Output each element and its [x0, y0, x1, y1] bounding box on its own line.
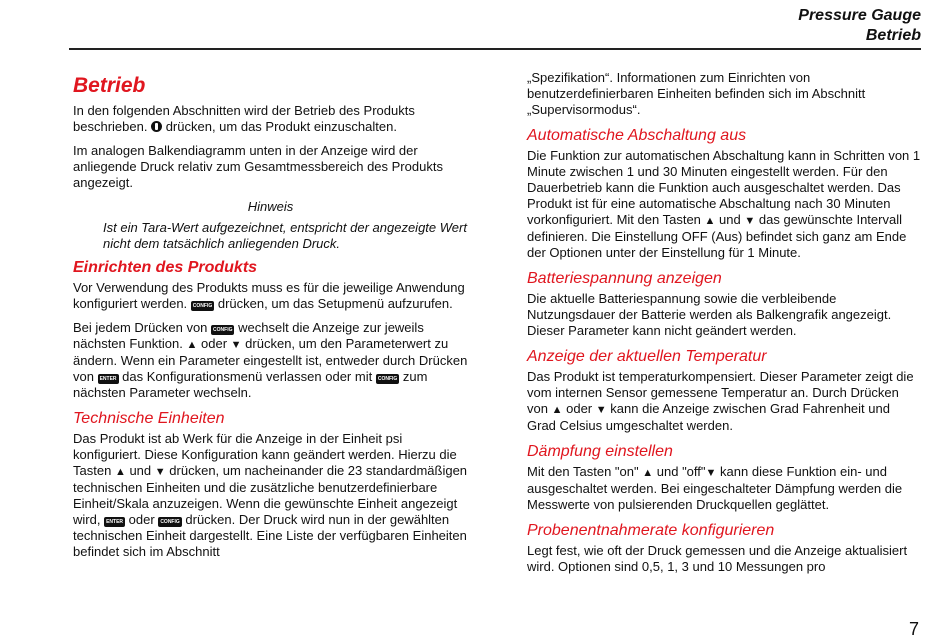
text: und "off" [656, 464, 706, 479]
intro-text: In den folgenden Abschnitten wird der Betrieb des Produkts beschrieben. [73, 103, 415, 134]
text: drücken, um nacheinander die 23 standardmäßigen technischen Einheiten und die zusätzliche benutzerdefinierbare Einheit/Skala anzuzeigen. Wenn die gewünschte Einheit angezeigt wird, [73, 463, 468, 527]
note-heading: Hinweis [247, 199, 294, 214]
section-title-battery: Batteriespannung anzeigen [527, 270, 722, 287]
left-column [73, 70, 468, 568]
units-continued-paragraph: „Spezifikation“. Informationen zum Einrichten von benutzerdefinierbaren Einheiten befinden sich im Abschnitt „Supervisormodus“. [527, 70, 866, 117]
text: Das Produkt ist ab Werk für die Anzeige in der Einheit psi konfiguriert. Diese Konfiguration kann geändert werden. Hierzu die Tasten [73, 431, 457, 478]
text: Mit den Tasten "on" [527, 464, 639, 479]
down-arrow-icon: ▼ [744, 215, 756, 227]
note-body: Ist ein Tara-Wert aufgezeichnet, entspricht der angezeigte Wert nicht dem tatsächlich anliegenden Druck. [103, 220, 467, 251]
text: drücken, um den Parameterwert zu ändern. Wenn ein Parameter eingestellt ist, entweder durch Drücken von [73, 336, 468, 384]
text: Bei jedem Drücken von [73, 320, 208, 335]
battery-paragraph: Die aktuelle Batteriespannung sowie die verbleibende Nutzungsdauer der Batterie werden als Balkengrafik angezeigt. Dieser Parameter kann nicht geändert werden. [527, 291, 892, 338]
text: Die Funktion zur automatischen Abschaltung kann in Schritten von 1 Minute zwischen 1 und 30 Minuten eingestellt werden. Für den Dauerbetrieb kann die Funktion auch ausgeschaltet werden. Das Produkt ist für eine automatische Abschaltung nach 30 Minuten vorkonfiguriert. Mit den Tasten [527, 148, 921, 227]
text: drücken. Der Druck wird nun in der gewählten technischen Einheit dargestellt. Eine Liste der verfügbaren Einheiten befindet sich im Abschnitt [73, 512, 467, 559]
setup-paragraph-2 [73, 320, 468, 401]
down-arrow-icon: ▼ [230, 339, 242, 351]
text: kann diese Funktion ein- und ausgeschaltet werden. Bei eingeschalteter Dämpfung werden die Messwerte von pulsierenden Druckquellen geglättet. [527, 464, 903, 512]
up-arrow-icon: ▲ [551, 404, 563, 416]
intro-text-2: drücken, um das Produkt einzuschalten. [165, 119, 397, 134]
auto-off-paragraph [527, 148, 922, 261]
up-arrow-icon: ▲ [114, 466, 126, 478]
temperature-paragraph [527, 369, 922, 434]
down-arrow-icon: ▼ [154, 466, 166, 478]
text: drücken, um das Setupmenü aufzurufen. [217, 296, 453, 311]
text: und [719, 212, 741, 227]
bargraph-paragraph: Im analogen Balkendiagramm unten in der Anzeige wird der anliegende Druck relativ zum Gesamtmessbereich des Produkts angezeigt. [73, 143, 443, 190]
intro-paragraph [73, 103, 468, 135]
text: das Konfigurationsmenü verlassen oder mit [122, 369, 373, 384]
up-arrow-icon: ▲ [642, 467, 654, 479]
text: das gewünschte Intervall definieren. Die Einstellung OFF (Aus) befindet sich ganz am Ende der Optionen unter der Einstellung für 1 Minute. [527, 212, 907, 260]
header-title: Pressure Gauge [798, 7, 921, 24]
page-title: Betrieb [73, 74, 146, 97]
enter-key-icon: ENTER [99, 376, 117, 382]
sample-rate-paragraph: Legt fest, wie oft der Druck gemessen und die Anzeige aktualisiert wird. Optionen sind 0,5, 1, 3 und 10 Messungen pro [527, 543, 908, 574]
text: Das Produkt ist temperaturkompensiert. Dieser Parameter zeigt die vom internen Sensor gemessene Temperatur an. Durch Drücken von [527, 369, 914, 416]
down-arrow-icon: ▼ [595, 404, 607, 416]
enter-key-icon: ENTER [106, 519, 124, 525]
running-header [798, 6, 921, 46]
config-key-icon: CONFIG [160, 519, 180, 525]
text: oder [128, 512, 155, 527]
config-key-icon: CONFIG [213, 327, 233, 333]
section-title-sample-rate: Probenentnahmerate konfigurieren [527, 522, 775, 539]
power-button-icon [151, 121, 162, 132]
units-paragraph [73, 431, 468, 560]
page-number: 7 [908, 619, 919, 639]
right-column [527, 70, 922, 583]
text: Vor Verwendung des Produkts muss es für die jeweilige Anwendung konfiguriert werden. [73, 280, 465, 311]
section-title-damping: Dämpfung einstellen [527, 443, 673, 460]
up-arrow-icon: ▲ [704, 215, 716, 227]
section-title-units: Technische Einheiten [73, 410, 225, 427]
text: kann die Anzeige zwischen Grad Fahrenheit und Grad Celsius umgeschaltet werden. [527, 401, 890, 433]
config-key-icon: CONFIG [377, 376, 398, 382]
text: und [129, 463, 152, 478]
section-title-auto-off: Automatische Abschaltung aus [527, 127, 747, 144]
text: wechselt die Anzeige zur jeweils nächsten Funktion. [73, 320, 424, 351]
setup-paragraph-1 [73, 280, 468, 312]
down-arrow-icon: ▼ [705, 467, 717, 479]
up-arrow-icon: ▲ [186, 339, 198, 351]
section-title-temperature: Anzeige der aktuellen Temperatur [527, 348, 767, 365]
config-key-icon: CONFIG [192, 303, 213, 309]
text: oder [566, 401, 593, 416]
damping-paragraph [527, 464, 922, 513]
header-rule [69, 48, 921, 50]
text: zum nächsten Parameter wechseln. [73, 369, 428, 400]
section-title-setup: Einrichten des Produkts [73, 259, 258, 276]
header-subtitle: Betrieb [865, 27, 921, 44]
text: oder [201, 336, 228, 351]
